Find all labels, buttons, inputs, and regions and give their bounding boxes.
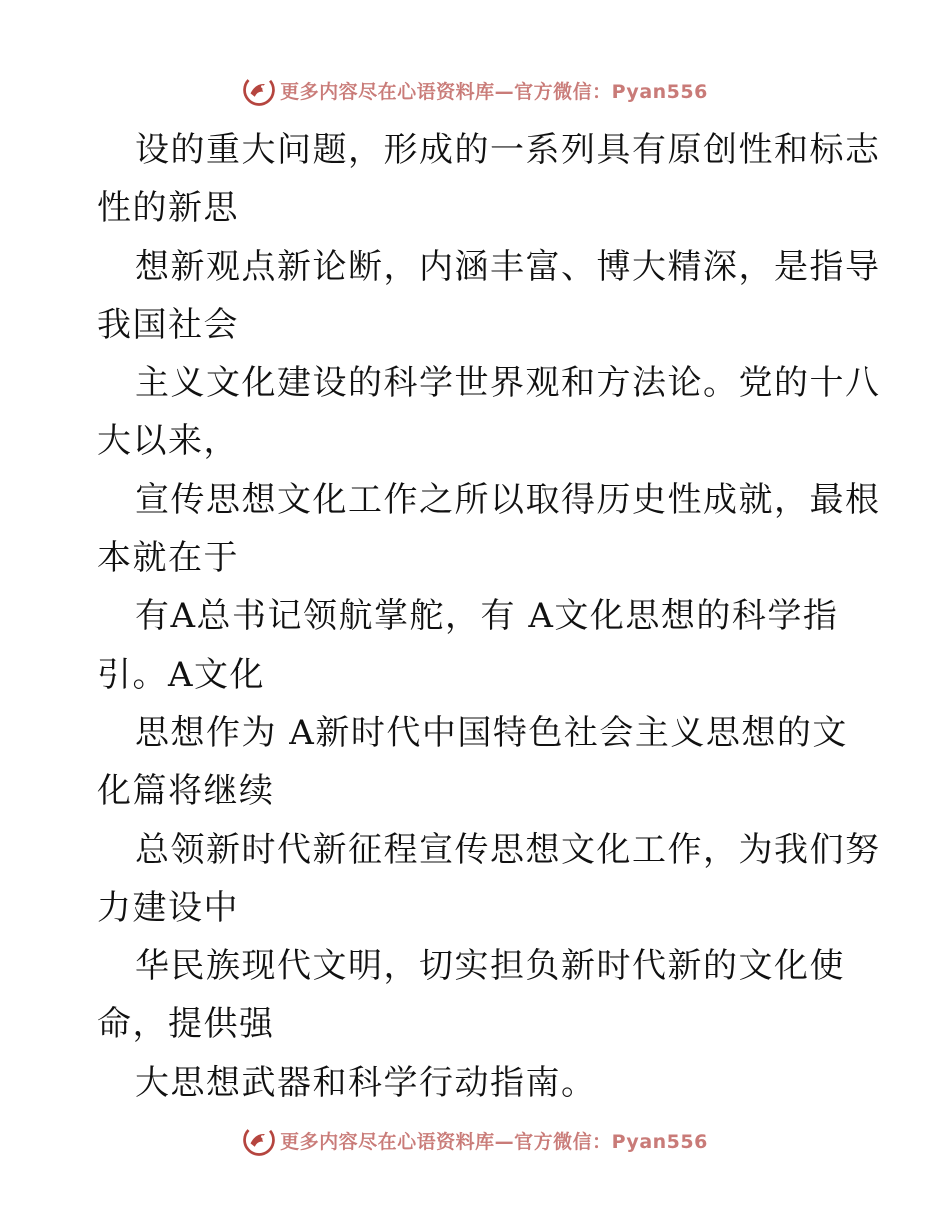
body-line: 引。A文化 bbox=[97, 654, 266, 695]
body-line: 华民族现代文明，切实担负新时代新的文化使 bbox=[135, 946, 845, 987]
body-line: 命，提供强 bbox=[97, 1004, 275, 1045]
footer-watermark-text: 更多内容尽在心语资料库—官方微信：Pyan556 bbox=[280, 1130, 708, 1153]
document-body bbox=[97, 121, 881, 1112]
dragon-logo-icon bbox=[242, 1123, 276, 1157]
body-line: 本就在于 bbox=[97, 538, 239, 579]
body-line: 设的重大问题，形成的一系列具有原创性和标志 bbox=[135, 130, 881, 170]
body-line: 主义文化建设的科学世界观和方法论。党的十八 bbox=[135, 363, 881, 404]
body-line: 宣传思想文化工作之所以取得历史性成就，最根 bbox=[135, 479, 881, 520]
body-line: 力建设中 bbox=[97, 887, 239, 928]
body-line: 有A总书记领航掌舵，有 A文化思想的科学指 bbox=[135, 596, 839, 637]
body-line: 大以来， bbox=[97, 421, 239, 462]
body-line: 想新观点新论断，内涵丰富、博大精深，是指导 bbox=[135, 246, 881, 287]
body-line: 思想作为 A新时代中国特色社会主义思想的文 bbox=[135, 712, 848, 753]
footer-watermark bbox=[0, 1120, 950, 1160]
dragon-logo-icon bbox=[242, 73, 276, 107]
header-watermark bbox=[0, 70, 950, 110]
body-line: 大思想武器和科学行动指南。 bbox=[135, 1062, 597, 1103]
body-line: 总领新时代新征程宣传思想文化工作，为我们努 bbox=[135, 829, 881, 870]
body-line: 性的新思 bbox=[97, 188, 239, 229]
body-line: 我国社会 bbox=[97, 304, 239, 345]
body-line: 化篇将继续 bbox=[97, 771, 275, 812]
header-watermark-text: 更多内容尽在心语资料库—官方微信：Pyan556 bbox=[280, 80, 708, 103]
